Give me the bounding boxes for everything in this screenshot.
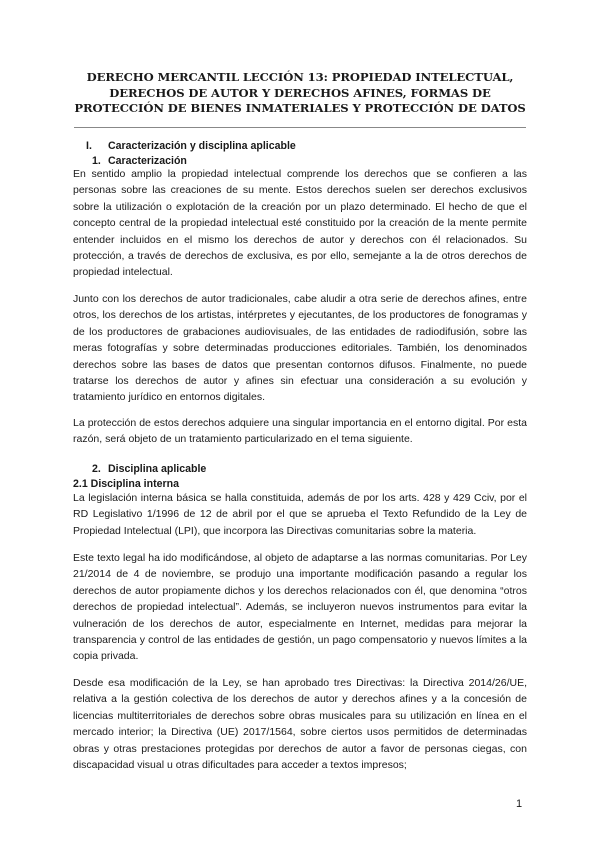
paragraph-entorno-digital: La protección de estos derechos adquiere una singular importancia en el entorno digital. Por esta razón, será objeto de un tratamiento particularizado en el tema siguiente. <box>73 417 527 446</box>
section-number: I. <box>86 140 92 152</box>
page-number: 1 <box>516 798 523 810</box>
paragraph-legislacion-interna: La legislación interna básica se halla constituida, además de por los arts. 428 y 429 Cciv, por el RD Legislativo 1/1996 de 12 de abril por el que se aprueba el Texto Refundido de la Ley de Propiedad Intelectual (LPI), que incorpora las Directivas comunitarias sobre la materia. <box>73 492 527 537</box>
section-label: Caracterización y disciplina aplicable <box>108 140 296 152</box>
section-heading-1 <box>86 139 296 153</box>
paragraph-caracterizacion: En sentido amplio la propiedad intelectual comprende los derechos que se confieren a las personas sobre las creaciones de su mente. Estos derechos suelen ser derechos exclusivos sobre la utilización o explotación de la creación por un plazo determinado. El hecho de que el concepto central de la propiedad intelectual esté constituido por la creación de la mente permite entender incluidos en el mismo los derechos de autor y derechos con él relacionados. Su protección, a través de derechos de exclusiva, es por ello, semejante a la de otros derechos de propiedad intelectual. <box>73 168 527 279</box>
paragraph-derechos-afines: Junto con los derechos de autor tradicionales, cabe aludir a otra serie de derechos afines, entre otros, los derechos de los artistas, intérpretes y ejecutantes, de los productores de fonogramas y de los productores de grabaciones audiovisuales, de las entidades de radiodifusión, sobre las meras fotografías y sobre determinadas producciones editoriales. También, los denominados derechos sobre las bases de datos que presentan contornos difusos. Finalmente, no puede tratarse los derechos de autor y afines sin efectuar una consideración a su evolución y tratamiento jurídico en entornos digitales. <box>73 293 527 404</box>
title-divider <box>74 127 526 128</box>
paragraph-directivas: Desde esa modificación de la Ley, se han aprobado tres Directivas: la Directiva 2014/26/UE, relativa a la gestión colectiva de los derechos de autor y derechos afines y a la concesión de licencias multiterritoriales de derechos sobre obras musicales para su utilización en línea en el mercado interior; la Directiva (UE) 2017/1564, sobre ciertos usos permitidos de determinadas obras y otras prestaciones protegidas por derechos de autor a favor de personas ciegas, con discapacidad visual u otras dificultades para acceder a textos impresos; <box>73 677 527 772</box>
subsection-number: 2. <box>92 463 101 475</box>
subsection-heading-2 <box>92 462 206 476</box>
document-title: DERECHO MERCANTIL LECCIÓN 13: PROPIEDAD INTELECTUAL, DERECHOS DE AUTOR Y DERECHOS AFINES, FORMAS DE PROTECCIÓN DE BIENES INMATERIALES Y PROTECCIÓN DE DATOS <box>74 70 526 115</box>
subsection-heading-2-1: 2.1 Disciplina interna <box>73 478 179 490</box>
paragraph-modificaciones: Este texto legal ha ido modificándose, al objeto de adaptarse a las normas comunitarias. Por Ley 21/2014 de 4 de noviembre, se produjo una importante modificación pasando a regular los derechos de autor propiamente dichos y los derechos relacionados con él, que denomina “otros derechos de propiedad intelectual”. Además, se incluyeron nuevos instrumentos para evitar la vulneración de los derechos de autor, especialmente en Internet, medidas para mejorar la transparencia y control de las entidades de gestión, un pago compensatorio y nuevos límites a la copia privada. <box>73 552 527 663</box>
subsection-label: Caracterización <box>108 155 187 167</box>
subsection-label: Disciplina aplicable <box>108 463 207 475</box>
subsection-number: 1. <box>92 155 101 167</box>
